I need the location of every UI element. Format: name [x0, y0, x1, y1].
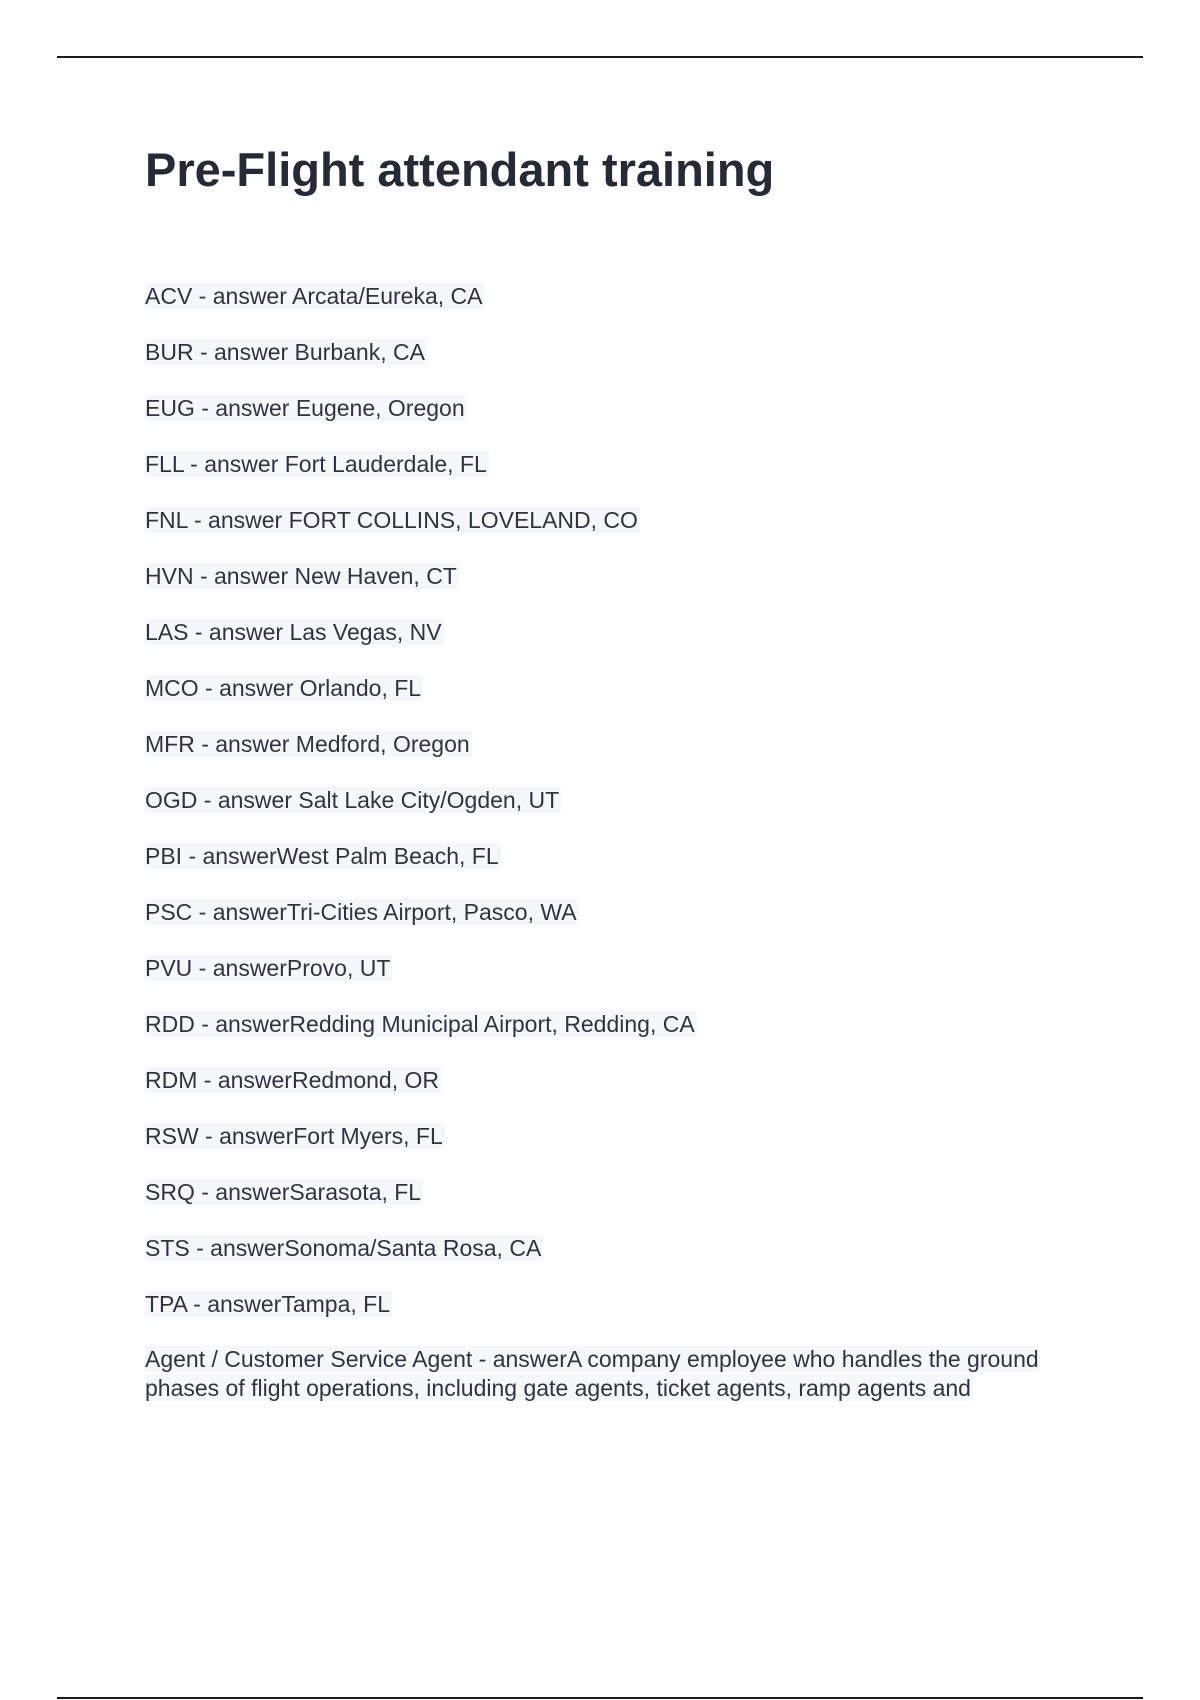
- entry-text: PBI - answerWest Palm Beach, FL: [145, 843, 499, 869]
- entry-text: TPA - answerTampa, FL: [145, 1291, 390, 1317]
- entry-text: BUR - answer Burbank, CA: [145, 339, 425, 365]
- list-item: [145, 785, 1105, 815]
- list-item: [145, 1065, 1105, 1095]
- list-item: [145, 1009, 1105, 1039]
- entry-text: HVN - answer New Haven, CT: [145, 563, 457, 589]
- footer-divider: [57, 1697, 1143, 1699]
- list-item: [145, 505, 1105, 535]
- entry-text: MFR - answer Medford, Oregon: [145, 731, 470, 757]
- entry-text: Agent / Customer Service Agent - answerA company employee who handles the ground phases of flight operations, including gate agents, ticket agents, ramp agents and: [145, 1346, 1039, 1401]
- header-divider: [57, 56, 1143, 58]
- list-item: [145, 337, 1105, 367]
- entry-text: STS - answerSonoma/Santa Rosa, CA: [145, 1235, 542, 1261]
- list-item: [145, 673, 1105, 703]
- list-item: [145, 1121, 1105, 1151]
- entry-text: FLL - answer Fort Lauderdale, FL: [145, 451, 487, 477]
- list-item: [145, 729, 1105, 759]
- list-item: [145, 897, 1105, 927]
- entry-text: EUG - answer Eugene, Oregon: [145, 395, 465, 421]
- entry-text: LAS - answer Las Vegas, NV: [145, 619, 442, 645]
- list-item: [145, 1233, 1105, 1263]
- entry-text: OGD - answer Salt Lake City/Ogden, UT: [145, 787, 560, 813]
- list-item: [145, 1345, 1105, 1403]
- flashcard-list: [145, 281, 1105, 1429]
- list-item: [145, 281, 1105, 311]
- entry-text: RDD - answerRedding Municipal Airport, Redding, CA: [145, 1011, 695, 1037]
- list-item: [145, 449, 1105, 479]
- list-item: [145, 953, 1105, 983]
- entry-text: SRQ - answerSarasota, FL: [145, 1179, 422, 1205]
- page-title: Pre-Flight attendant training: [145, 143, 775, 196]
- list-item: [145, 1289, 1105, 1319]
- entry-text: RDM - answerRedmond, OR: [145, 1067, 439, 1093]
- entry-text: RSW - answerFort Myers, FL: [145, 1123, 443, 1149]
- entry-text: ACV - answer Arcata/Eureka, CA: [145, 283, 483, 309]
- entry-text: MCO - answer Orlando, FL: [145, 675, 422, 701]
- list-item: [145, 1177, 1105, 1207]
- list-item: [145, 841, 1105, 871]
- list-item: [145, 617, 1105, 647]
- entry-text: PVU - answerProvo, UT: [145, 955, 391, 981]
- list-item: [145, 393, 1105, 423]
- entry-text: FNL - answer FORT COLLINS, LOVELAND, CO: [145, 507, 638, 533]
- entry-text: PSC - answerTri-Cities Airport, Pasco, WA: [145, 899, 577, 925]
- list-item: [145, 561, 1105, 591]
